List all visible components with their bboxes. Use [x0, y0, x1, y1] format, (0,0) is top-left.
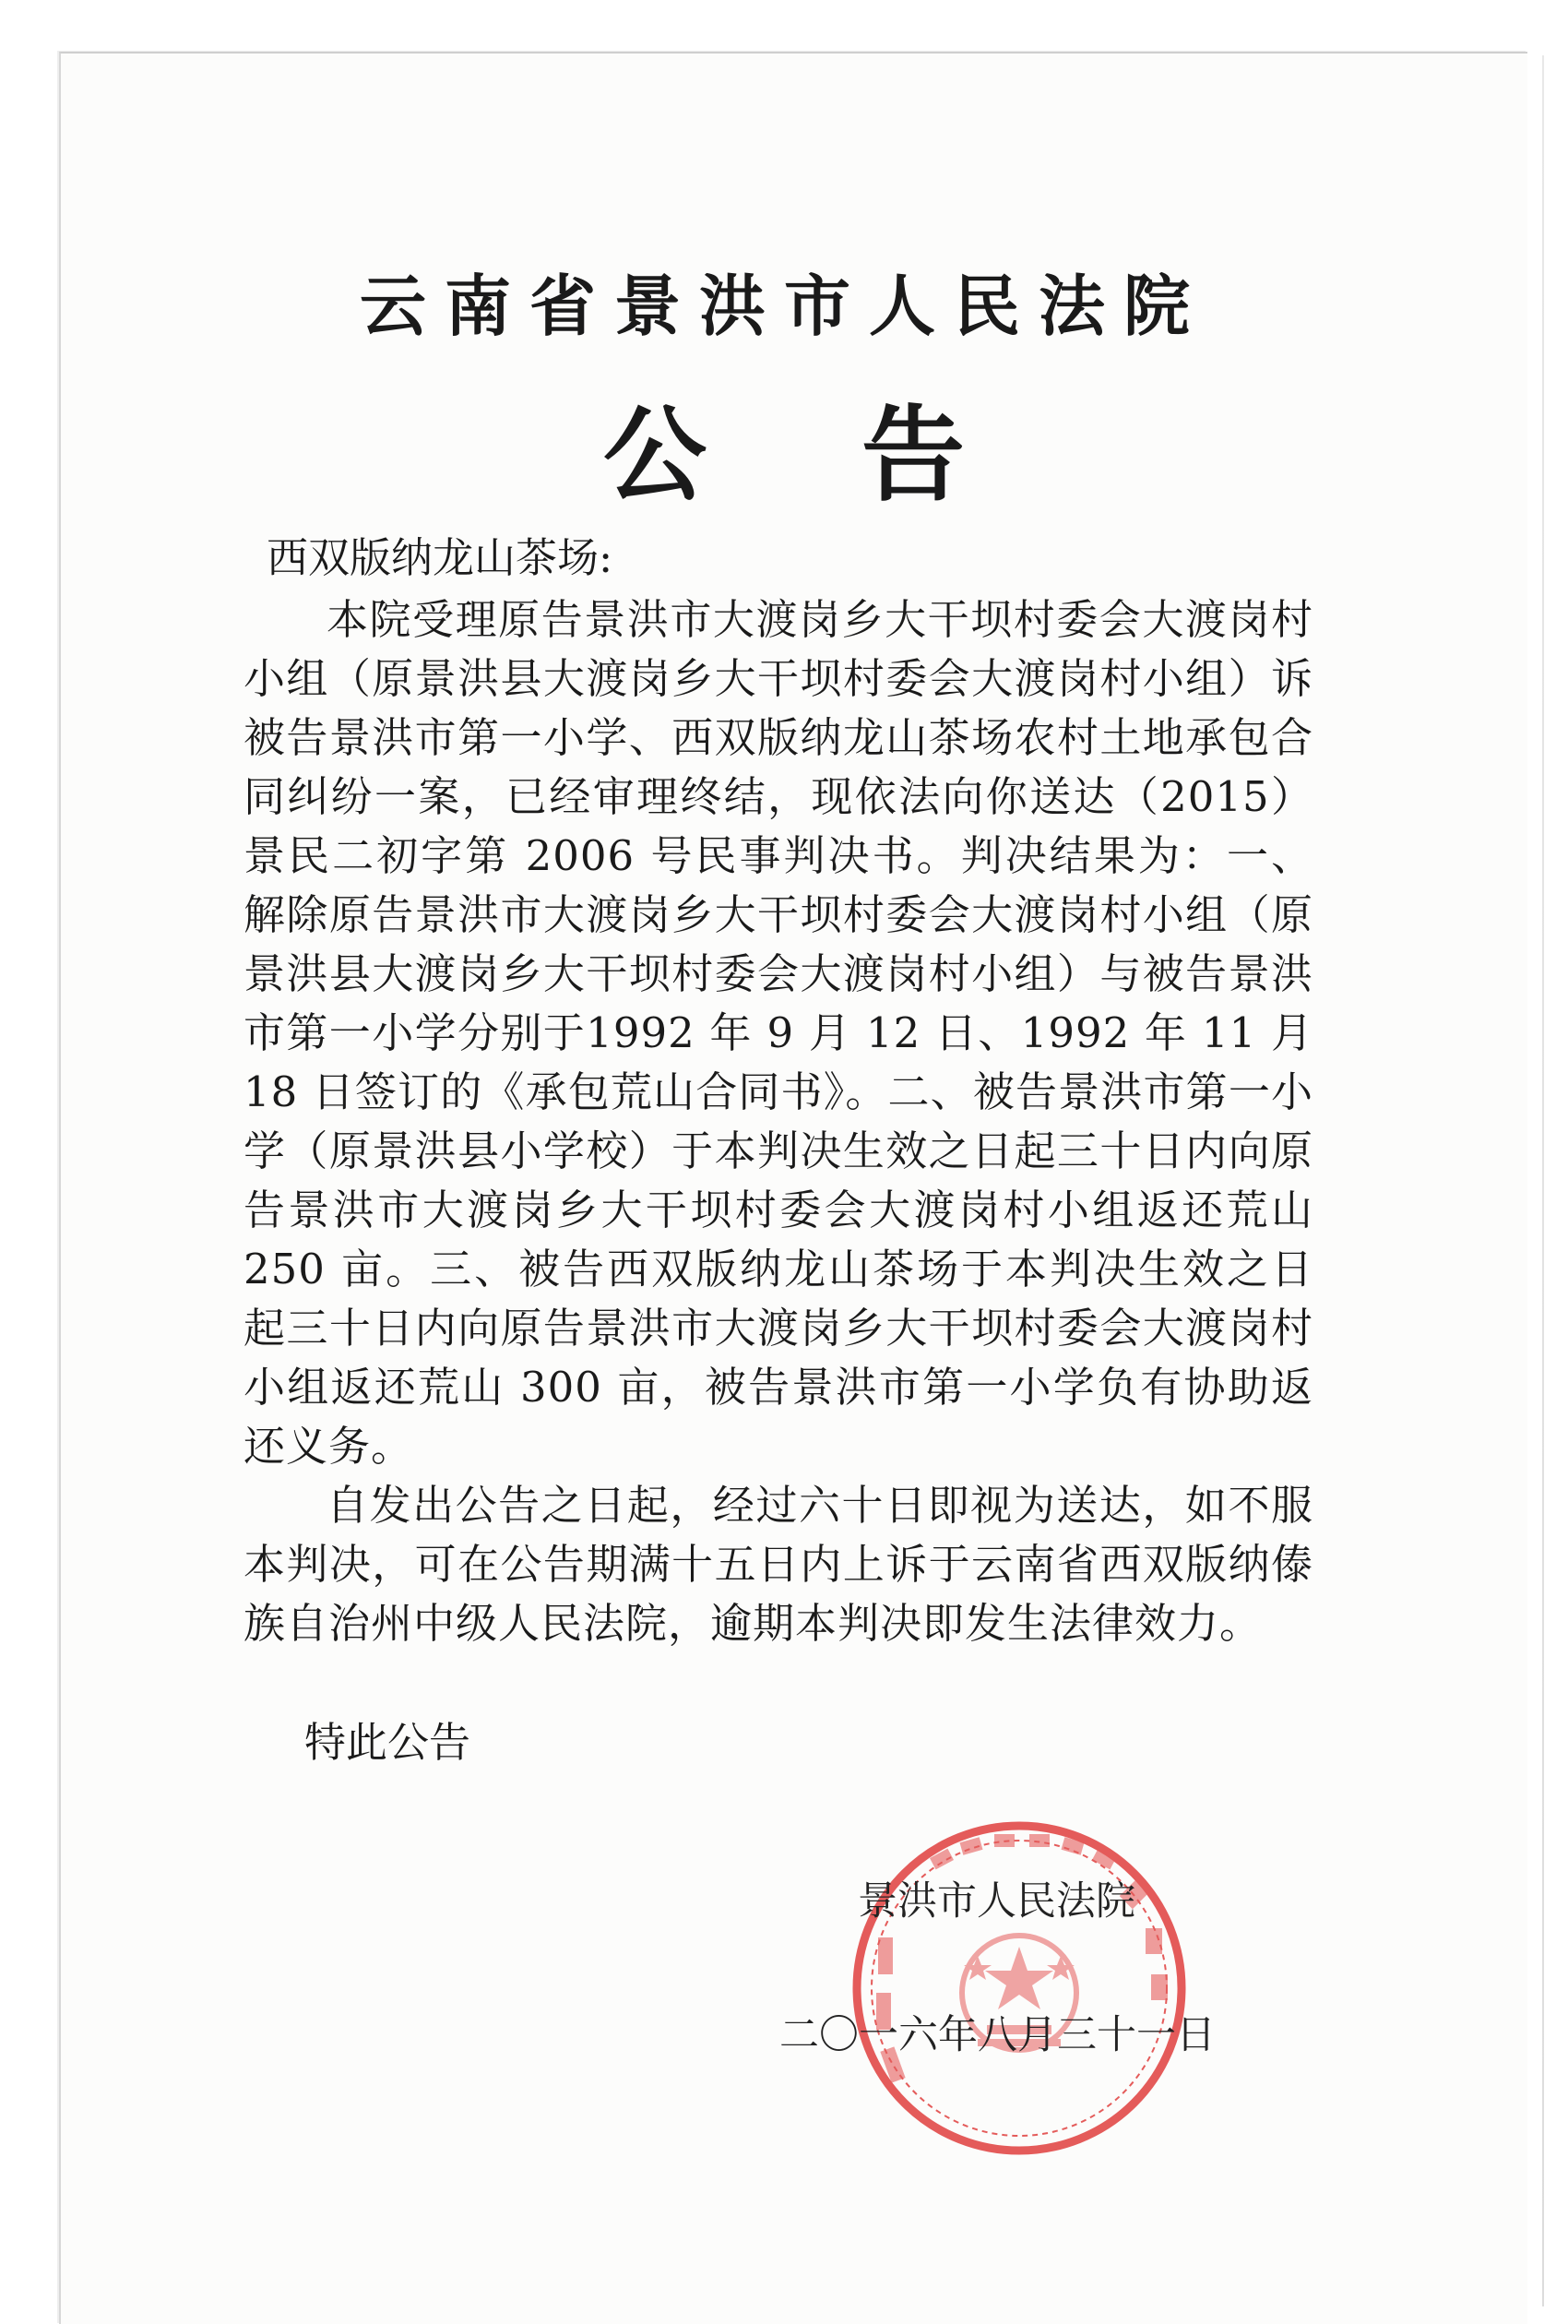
signature-court: 景洪市人民法院 [858, 1878, 1135, 1925]
document-title [0, 395, 1568, 516]
title-char-1: 公 [603, 395, 707, 516]
title-char-2: 告 [861, 395, 965, 516]
addressee: 西双版纳龙山茶场: [267, 533, 613, 582]
paragraph-judgment: 本院受理原告景洪市大渡岗乡大干坝村委会大渡岗村小组（原景洪县大渡岗乡大干坝村委会大渡岗村小组）诉被告景洪市第一小学、西双版纳龙山茶场农村土地承包合同纠纷一案，已经审理终结，现依法向你送达（2015）景民二初字第 2006 号民事判决书。判决结果为：一、解除原告景洪市大渡岗乡大干坝村委会大渡岗村小组（原景洪县大渡岗乡大干坝村委会大渡岗村小组）与被告景洪市第一小学分别于1992 年 9 月 12 日、1992 年 11 月 18 日签订的《承包荒山合同书》。二、被告景洪市第一小学（原景洪县小学校）于本判决生效之日起三十日内向原告景洪市大渡岗乡大干坝村委会大渡岗村小组返还荒山 250 亩。三、被告西双版纳龙山茶场于本判决生效之日起三十日内向原告景洪市大渡岗乡大干坝村委会大渡岗村小组返还荒山 300 亩，被告景洪市第一小学负有协助返还义务。 [244, 595, 1313, 1471]
paper-edge [1542, 55, 1544, 2306]
paragraph-service: 自发出公告之日起，经过六十日即视为送达，如不服本判决，可在公告期满十五日内上诉于云南省西双版纳傣族自治州中级人民法院，逾期本判决即发生法律效力。 [244, 1481, 1313, 1648]
issue-date: 二〇一六年八月三十一日 [779, 2012, 1216, 2058]
closing-line: 特此公告 [304, 1718, 471, 1767]
notice-body [244, 590, 1313, 1653]
court-name: 云南省景洪市人民法院 [359, 267, 1208, 345]
court-seal-icon [849, 1817, 1190, 2159]
